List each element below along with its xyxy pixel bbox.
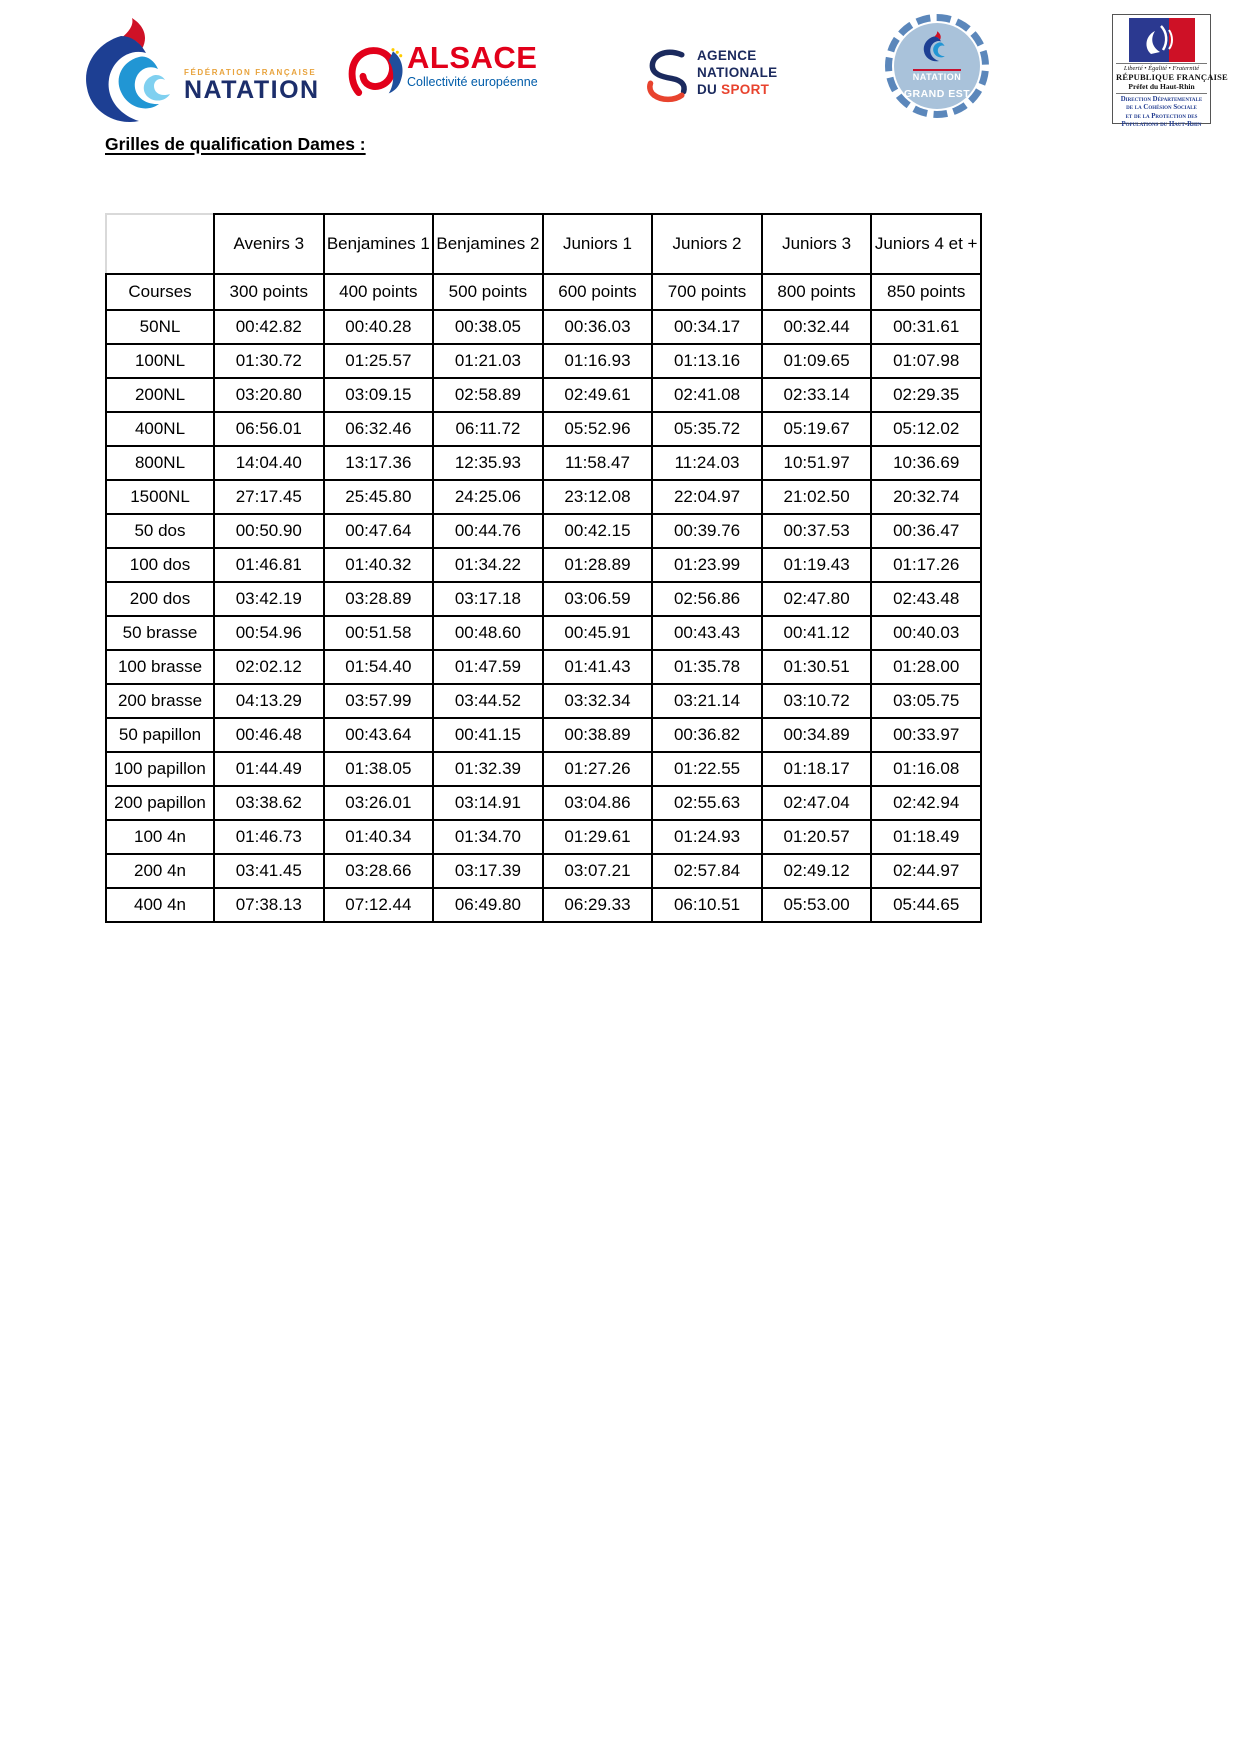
ans-line1: AGENCE (697, 48, 757, 63)
prefet-republic: RÉPUBLIQUE FRANÇAISE (1116, 72, 1228, 82)
time-cell: 06:49.80 (433, 888, 543, 922)
time-cell: 02:47.80 (762, 582, 872, 616)
category-header-cell: Avenirs 3 (214, 214, 324, 274)
time-cell: 01:32.39 (433, 752, 543, 786)
table-header (106, 214, 981, 310)
time-cell: 00:38.89 (543, 718, 653, 752)
table-row (106, 684, 981, 718)
course-cell: 200 papillon (106, 786, 214, 820)
time-cell: 11:24.03 (652, 446, 762, 480)
table-row (106, 820, 981, 854)
time-cell: 06:56.01 (214, 412, 324, 446)
time-cell: 00:39.76 (652, 514, 762, 548)
time-cell: 03:28.66 (324, 854, 434, 888)
time-cell: 00:40.28 (324, 310, 434, 344)
time-cell: 01:44.49 (214, 752, 324, 786)
time-cell: 01:28.89 (543, 548, 653, 582)
time-cell: 00:51.58 (324, 616, 434, 650)
ffn-natation-label: NATATION (184, 76, 320, 104)
time-cell: 00:45.91 (543, 616, 653, 650)
time-cell: 01:22.55 (652, 752, 762, 786)
time-cell: 03:17.18 (433, 582, 543, 616)
table-row (106, 650, 981, 684)
time-cell: 02:43.48 (871, 582, 981, 616)
time-cell: 01:46.81 (214, 548, 324, 582)
time-cell: 01:54.40 (324, 650, 434, 684)
table-row (106, 616, 981, 650)
alsace-logo (345, 40, 538, 104)
alsace-subtitle: Collectivité européenne (407, 75, 538, 89)
time-cell: 05:19.67 (762, 412, 872, 446)
alsace-title: ALSACE (407, 40, 538, 75)
time-cell: 01:17.26 (871, 548, 981, 582)
course-cell: 50 dos (106, 514, 214, 548)
time-cell: 00:31.61 (871, 310, 981, 344)
time-cell: 02:57.84 (652, 854, 762, 888)
page-title: Grilles de qualification Dames : (105, 134, 366, 154)
time-cell: 01:25.57 (324, 344, 434, 378)
time-cell: 23:12.08 (543, 480, 653, 514)
time-cell: 05:12.02 (871, 412, 981, 446)
table-row (106, 480, 981, 514)
time-cell: 22:04.97 (652, 480, 762, 514)
corner-cell (106, 214, 214, 274)
time-cell: 03:38.62 (214, 786, 324, 820)
points-header-cell: 500 points (433, 274, 543, 310)
table-row (106, 718, 981, 752)
ffn-federation-label: FÉDÉRATION FRANÇAISE (184, 68, 317, 77)
time-cell: 02:55.63 (652, 786, 762, 820)
time-cell: 00:42.82 (214, 310, 324, 344)
time-cell: 02:49.61 (543, 378, 653, 412)
category-header-cell: Juniors 4 et + (871, 214, 981, 274)
grand-est-natation-label: NATATION (913, 69, 962, 82)
ffn-wave-icon (80, 16, 184, 122)
marianne-flag-icon (1129, 18, 1195, 62)
course-cell: 50NL (106, 310, 214, 344)
time-cell: 01:38.05 (324, 752, 434, 786)
time-cell: 21:02.50 (762, 480, 872, 514)
prefet-prefecture: Préfet du Haut-Rhin (1128, 82, 1195, 91)
table-row (106, 752, 981, 786)
time-cell: 01:34.70 (433, 820, 543, 854)
time-cell: 01:30.72 (214, 344, 324, 378)
time-cell: 01:40.32 (324, 548, 434, 582)
time-cell: 01:40.34 (324, 820, 434, 854)
table-row (106, 446, 981, 480)
table-row (106, 378, 981, 412)
time-cell: 27:17.45 (214, 480, 324, 514)
table-row (106, 310, 981, 344)
header-row (106, 214, 981, 274)
course-cell: 100 papillon (106, 752, 214, 786)
time-cell: 05:44.65 (871, 888, 981, 922)
time-cell: 06:32.46 (324, 412, 434, 446)
time-cell: 01:13.16 (652, 344, 762, 378)
points-header-cell: 850 points (871, 274, 981, 310)
grand-est-badge (885, 14, 989, 118)
time-cell: 03:17.39 (433, 854, 543, 888)
prefet-direction-line: Direction Départementale (1120, 96, 1203, 103)
time-cell: 02:44.97 (871, 854, 981, 888)
time-cell: 11:58.47 (543, 446, 653, 480)
course-cell: 50 papillon (106, 718, 214, 752)
time-cell: 01:46.73 (214, 820, 324, 854)
qualification-table (105, 213, 982, 923)
time-cell: 00:41.15 (433, 718, 543, 752)
time-cell: 03:06.59 (543, 582, 653, 616)
prefet-direction (1116, 93, 1207, 130)
time-cell: 01:27.26 (543, 752, 653, 786)
time-cell: 04:13.29 (214, 684, 324, 718)
table-row (106, 514, 981, 548)
prefet-logo (1112, 14, 1228, 129)
alsace-a-icon (345, 42, 405, 102)
table-row (106, 582, 981, 616)
time-cell: 01:24.93 (652, 820, 762, 854)
time-cell: 25:45.80 (324, 480, 434, 514)
time-cell: 00:46.48 (214, 718, 324, 752)
time-cell: 01:16.08 (871, 752, 981, 786)
ans-sport: SPORT (721, 81, 770, 97)
points-header-cell: 800 points (762, 274, 872, 310)
time-cell: 02:33.14 (762, 378, 872, 412)
time-cell: 03:32.34 (543, 684, 653, 718)
time-cell: 14:04.40 (214, 446, 324, 480)
course-cell: 400NL (106, 412, 214, 446)
time-cell: 03:28.89 (324, 582, 434, 616)
time-cell: 06:11.72 (433, 412, 543, 446)
time-cell: 03:05.75 (871, 684, 981, 718)
table-row (106, 888, 981, 922)
time-cell: 02:47.04 (762, 786, 872, 820)
course-cell: 200 brasse (106, 684, 214, 718)
time-cell: 01:28.00 (871, 650, 981, 684)
table-row (106, 548, 981, 582)
course-cell: 200 dos (106, 582, 214, 616)
time-cell: 01:09.65 (762, 344, 872, 378)
ans-line3 (697, 82, 777, 99)
ffn-logo (80, 16, 330, 122)
time-cell: 03:44.52 (433, 684, 543, 718)
ans-du: DU (697, 81, 722, 97)
time-cell: 01:30.51 (762, 650, 872, 684)
time-cell: 03:57.99 (324, 684, 434, 718)
time-cell: 06:10.51 (652, 888, 762, 922)
time-cell: 13:17.36 (324, 446, 434, 480)
time-cell: 06:29.33 (543, 888, 653, 922)
time-cell: 01:35.78 (652, 650, 762, 684)
category-header-cell: Benjamines 2 (433, 214, 543, 274)
time-cell: 00:34.17 (652, 310, 762, 344)
time-cell: 02:58.89 (433, 378, 543, 412)
time-cell: 00:42.15 (543, 514, 653, 548)
course-cell: 400 4n (106, 888, 214, 922)
category-header-cell: Juniors 1 (543, 214, 653, 274)
time-cell: 07:12.44 (324, 888, 434, 922)
course-cell: 50 brasse (106, 616, 214, 650)
course-cell: 100 4n (106, 820, 214, 854)
points-header-cell: 600 points (543, 274, 653, 310)
course-cell: 100 brasse (106, 650, 214, 684)
prefet-motto: Liberté • Égalité • Fraternité (1116, 63, 1207, 72)
time-cell: 03:09.15 (324, 378, 434, 412)
time-cell: 00:36.47 (871, 514, 981, 548)
time-cell: 00:38.05 (433, 310, 543, 344)
time-cell: 00:43.64 (324, 718, 434, 752)
time-cell: 24:25.06 (433, 480, 543, 514)
time-cell: 03:04.86 (543, 786, 653, 820)
time-cell: 03:10.72 (762, 684, 872, 718)
time-cell: 05:53.00 (762, 888, 872, 922)
time-cell: 03:21.14 (652, 684, 762, 718)
time-cell: 00:32.44 (762, 310, 872, 344)
category-header-cell: Benjamines 1 (324, 214, 434, 274)
time-cell: 02:42.94 (871, 786, 981, 820)
points-header-cell: 700 points (652, 274, 762, 310)
header-row (106, 274, 981, 310)
time-cell: 03:20.80 (214, 378, 324, 412)
time-cell: 05:35.72 (652, 412, 762, 446)
time-cell: 01:07.98 (871, 344, 981, 378)
time-cell: 00:43.43 (652, 616, 762, 650)
time-cell: 00:40.03 (871, 616, 981, 650)
time-cell: 03:41.45 (214, 854, 324, 888)
points-header-cell: 400 points (324, 274, 434, 310)
table-body (106, 310, 981, 922)
category-header-cell: Juniors 2 (652, 214, 762, 274)
time-cell: 01:18.17 (762, 752, 872, 786)
time-cell: 00:50.90 (214, 514, 324, 548)
time-cell: 03:14.91 (433, 786, 543, 820)
time-cell: 00:37.53 (762, 514, 872, 548)
time-cell: 02:56.86 (652, 582, 762, 616)
time-cell: 03:26.01 (324, 786, 434, 820)
table-row (106, 786, 981, 820)
time-cell: 00:33.97 (871, 718, 981, 752)
grand-est-core (894, 23, 980, 109)
ans-line2: NATIONALE (697, 64, 778, 80)
prefet-direction-line: de la Cohésion Sociale (1126, 104, 1197, 112)
time-cell: 10:36.69 (871, 446, 981, 480)
time-cell: 00:54.96 (214, 616, 324, 650)
time-cell: 01:34.22 (433, 548, 543, 582)
course-cell: 200 4n (106, 854, 214, 888)
table-row (106, 854, 981, 888)
ans-logo (645, 44, 795, 108)
time-cell: 00:36.03 (543, 310, 653, 344)
time-cell: 00:41.12 (762, 616, 872, 650)
time-cell: 01:29.61 (543, 820, 653, 854)
time-cell: 02:29.35 (871, 378, 981, 412)
time-cell: 12:35.93 (433, 446, 543, 480)
course-cell: 200NL (106, 378, 214, 412)
time-cell: 01:41.43 (543, 650, 653, 684)
course-cell: 100 dos (106, 548, 214, 582)
time-cell: 20:32.74 (871, 480, 981, 514)
time-cell: 01:21.03 (433, 344, 543, 378)
time-cell: 01:19.43 (762, 548, 872, 582)
category-header-cell: Juniors 3 (762, 214, 872, 274)
ans-s-icon (645, 46, 691, 104)
time-cell: 01:47.59 (433, 650, 543, 684)
time-cell: 07:38.13 (214, 888, 324, 922)
time-cell: 00:44.76 (433, 514, 543, 548)
time-cell: 02:49.12 (762, 854, 872, 888)
time-cell: 00:34.89 (762, 718, 872, 752)
course-cell: 800NL (106, 446, 214, 480)
course-cell: 100NL (106, 344, 214, 378)
points-header-cell: 300 points (214, 274, 324, 310)
courses-header-cell: Courses (106, 274, 214, 310)
time-cell: 01:20.57 (762, 820, 872, 854)
grand-est-wave-icon (922, 30, 952, 62)
time-cell: 05:52.96 (543, 412, 653, 446)
time-cell: 00:48.60 (433, 616, 543, 650)
table-row (106, 412, 981, 446)
time-cell: 01:23.99 (652, 548, 762, 582)
time-cell: 03:07.21 (543, 854, 653, 888)
time-cell: 00:36.82 (652, 718, 762, 752)
header-logos (80, 14, 1228, 129)
time-cell: 03:42.19 (214, 582, 324, 616)
table-row (106, 344, 981, 378)
course-cell: 1500NL (106, 480, 214, 514)
grand-est-label: GRAND EST (903, 88, 971, 100)
prefet-direction-line: Populations du Haut-Rhin (1121, 121, 1202, 129)
time-cell: 01:16.93 (543, 344, 653, 378)
time-cell: 02:41.08 (652, 378, 762, 412)
time-cell: 00:47.64 (324, 514, 434, 548)
prefet-direction-line: et de la Protection des (1125, 112, 1198, 120)
time-cell: 02:02.12 (214, 650, 324, 684)
time-cell: 01:18.49 (871, 820, 981, 854)
time-cell: 10:51.97 (762, 446, 872, 480)
